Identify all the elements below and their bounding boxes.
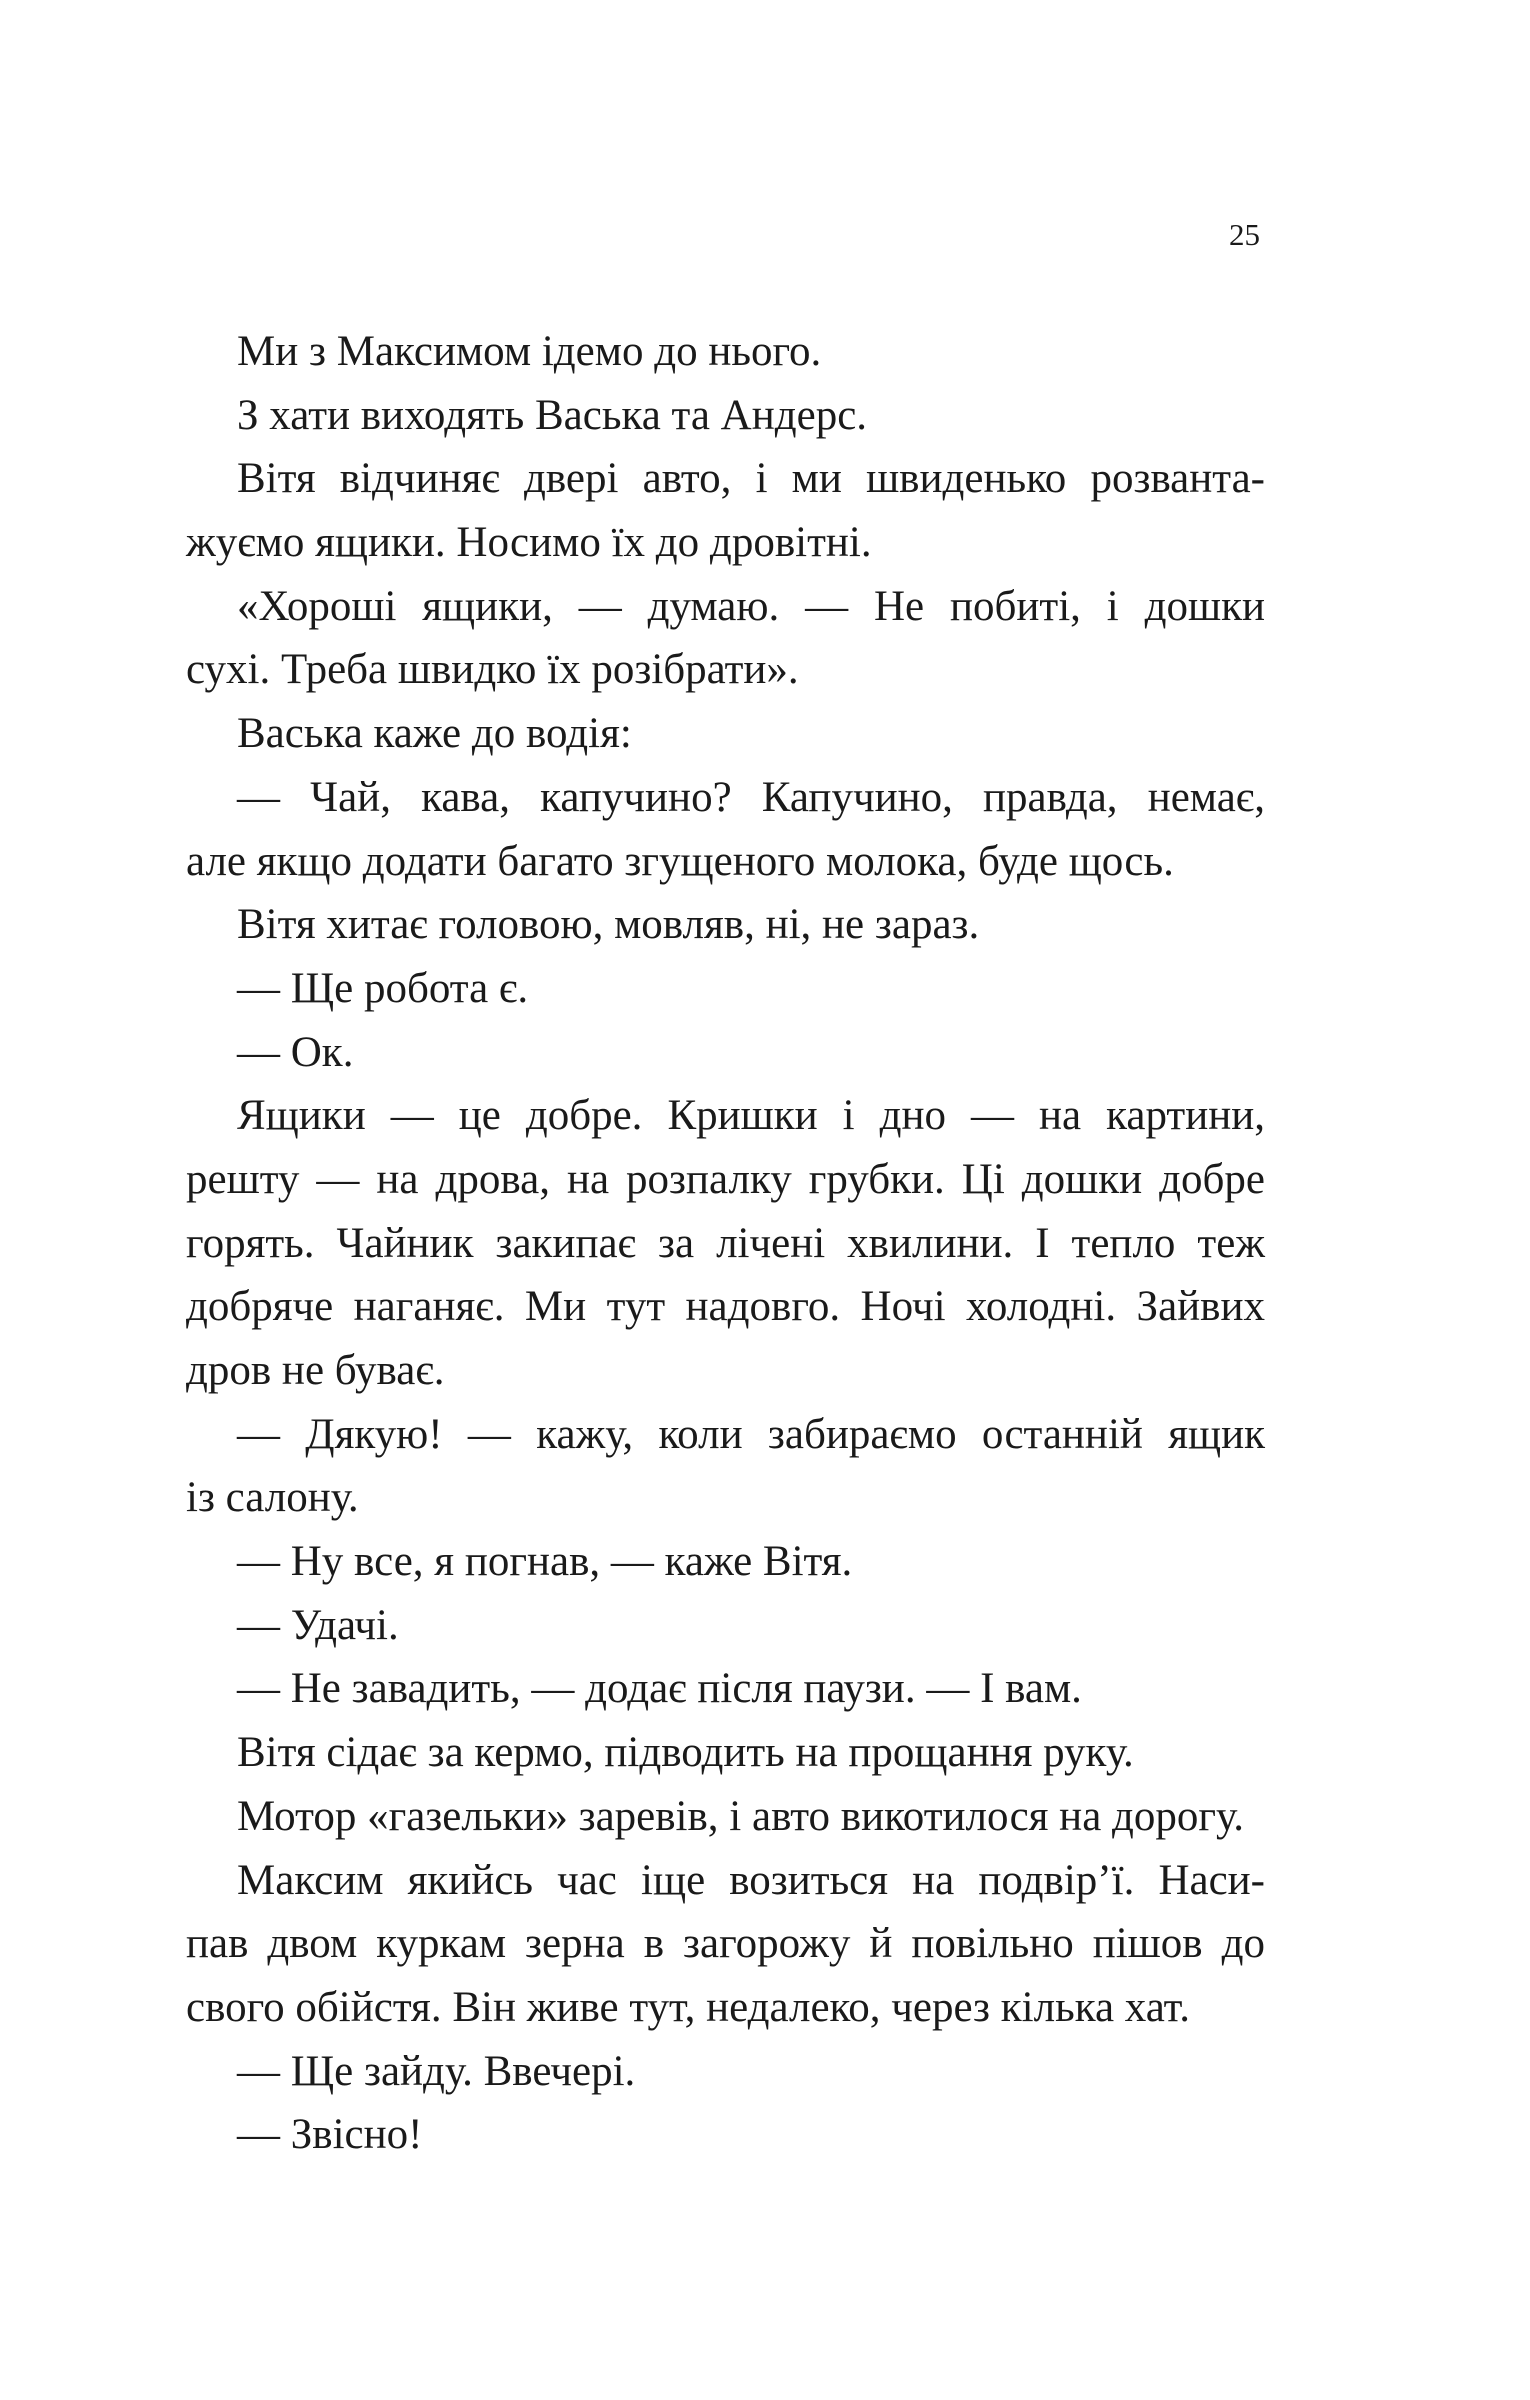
body-text — [186, 320, 1265, 2167]
text-line: — Звісно! — [237, 2111, 423, 2159]
text-line: — Дякую! — кажу, коли забираємо останній ящик — [237, 1410, 1265, 1458]
page-number: 25 — [1229, 217, 1260, 252]
text-line: горять. Чайник закипає за лічені хвилини. І тепло теж — [186, 1219, 1265, 1267]
text-line: Ящики — це добре. Кришки і дно — на картини, — [237, 1092, 1265, 1140]
text-line: — Чай, кава, капучино? Капучино, правда, немає, — [237, 773, 1265, 821]
text-line: — Ще робота є. — [237, 964, 529, 1012]
text-line: З хати виходять Васька та Андерс. — [237, 391, 868, 439]
text-line: решту — на дрова, на розпалку грубки. Ці дошки добре — [186, 1155, 1265, 1203]
text-line: — Не завадить, — додає після паузи. — І вам. — [237, 1665, 1082, 1713]
text-line: Вітя сідає за кермо, підводить на прощання руку. — [237, 1729, 1134, 1777]
text-line: «Хороші ящики, — думаю. — Не побиті, і дошки — [237, 582, 1265, 630]
text-line: — Ще зайду. Ввечері. — [237, 2047, 636, 2095]
text-line: із салону. — [186, 1474, 359, 1522]
text-line: жуємо ящики. Носимо їх до дровітні. — [186, 519, 872, 567]
text-line: — Удачі. — [237, 1601, 399, 1649]
text-line: але якщо додати багато згущеного молока, буде щось. — [186, 837, 1174, 885]
text-line: Мотор «газельки» заревів, і авто викотилося на дорогу. — [237, 1792, 1244, 1840]
text-line: пав двом куркам зерна в загорожу й повільно пішов до — [186, 1920, 1265, 1968]
text-line: Ми з Максимом ідемо до нього. — [237, 328, 822, 375]
text-line: Вітя хитає головою, мовляв, ні, не зараз. — [237, 901, 980, 949]
text-line: — Ок. — [237, 1028, 354, 1076]
text-line: Максим якийсь час іще возиться на подвір’ї. Наси- — [237, 1856, 1265, 1904]
text-line: Вітя відчиняє двері авто, і ми швиденько розванта- — [237, 455, 1265, 503]
text-line: Васька каже до водія: — [237, 710, 632, 758]
text-line: — Ну все, я погнав, — каже Вітя. — [237, 1538, 853, 1586]
text-line: свого обійстя. Він живе тут, недалеко, через кілька хат. — [186, 1983, 1190, 2031]
text-line: добряче наганяє. Ми тут надовго. Ночі холодні. Зайвих — [186, 1283, 1265, 1331]
text-line: сухі. Треба швидко їх розібрати». — [186, 646, 799, 694]
text-line: дров не буває. — [186, 1347, 445, 1394]
